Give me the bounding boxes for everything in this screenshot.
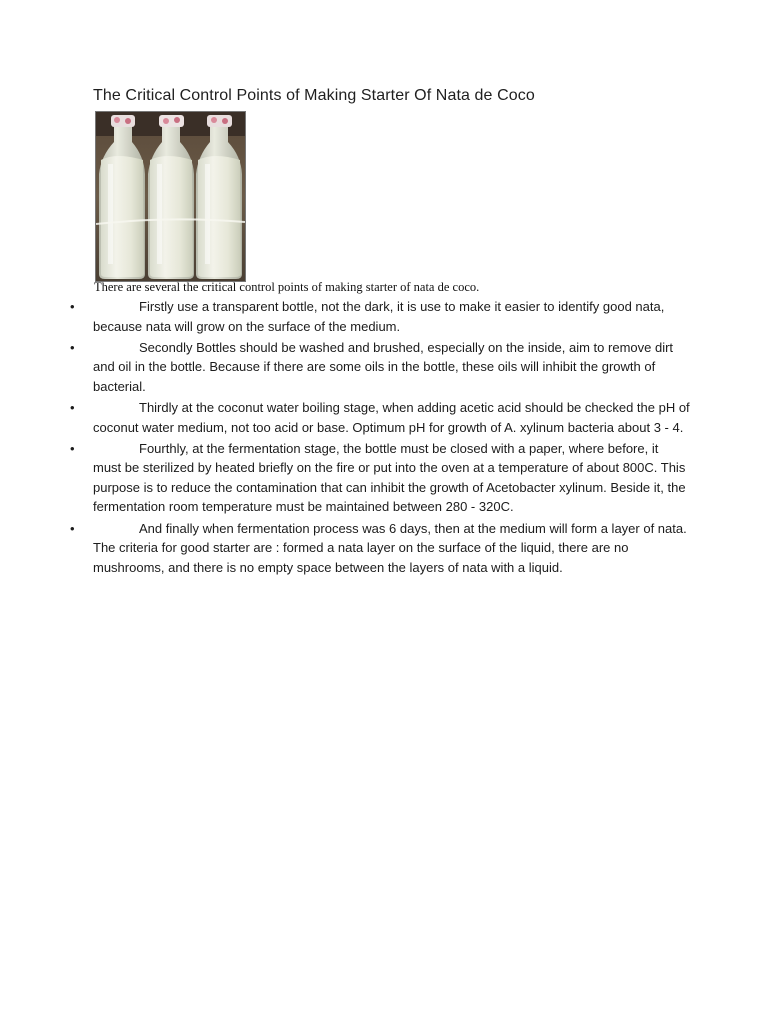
control-points-list	[70, 297, 690, 579]
document-title: The Critical Control Points of Making Starter Of Nata de Coco	[93, 87, 535, 104]
bullet-icon: •	[70, 299, 75, 314]
bullet-icon: •	[70, 520, 75, 536]
list-item	[70, 338, 690, 397]
bullet-icon: •	[70, 440, 75, 456]
intro-text: There are several the critical control points of making starter of nata de coco.	[94, 280, 480, 294]
list-item-text: Thirdly at the coconut water boiling stage, when adding acetic acid should be checked the pH of coconut water medium, not too acid or base. Optimum pH for growth of A. xylinum bacteria about 3 - 4.	[93, 399, 690, 435]
list-item-text: Secondly Bottles should be washed and brushed, especially on the inside, aim to remove dirt and oil in the bottle. Because if there are some oils in the bottle, these oils will inhibit the growth of bacterial.	[93, 339, 674, 394]
bottles-photo	[95, 111, 246, 282]
bullet-icon: •	[70, 339, 75, 355]
list-item-text: And finally when fermentation process was 6 days, then at the medium will form a layer of nata. The criteria for good starter are : formed a nata layer on the surface of the liquid, there are no mushrooms, and there is no empty space between the layers of nata with a liquid.	[93, 520, 687, 575]
list-item	[70, 398, 690, 437]
list-item-text: Firstly use a transparent bottle, not the dark, it is use to make it easier to identify good nata, because nata will grow on the surface of the medium.	[93, 299, 665, 334]
list-item	[70, 439, 690, 517]
list-item-text: Fourthly, at the fermentation stage, the bottle must be closed with a paper, where before, it must be sterilized by heated briefly on the fire or put into the oven at a temperature of about 800C. This purpose is to reduce the contamination that can inhibit the growth of Acetobacter xylinum. Beside it, the fermentation room temperature must be maintained between 280 - 320C.	[93, 440, 686, 515]
list-item	[70, 297, 690, 336]
list-item	[70, 519, 690, 578]
bullet-icon: •	[70, 399, 75, 415]
